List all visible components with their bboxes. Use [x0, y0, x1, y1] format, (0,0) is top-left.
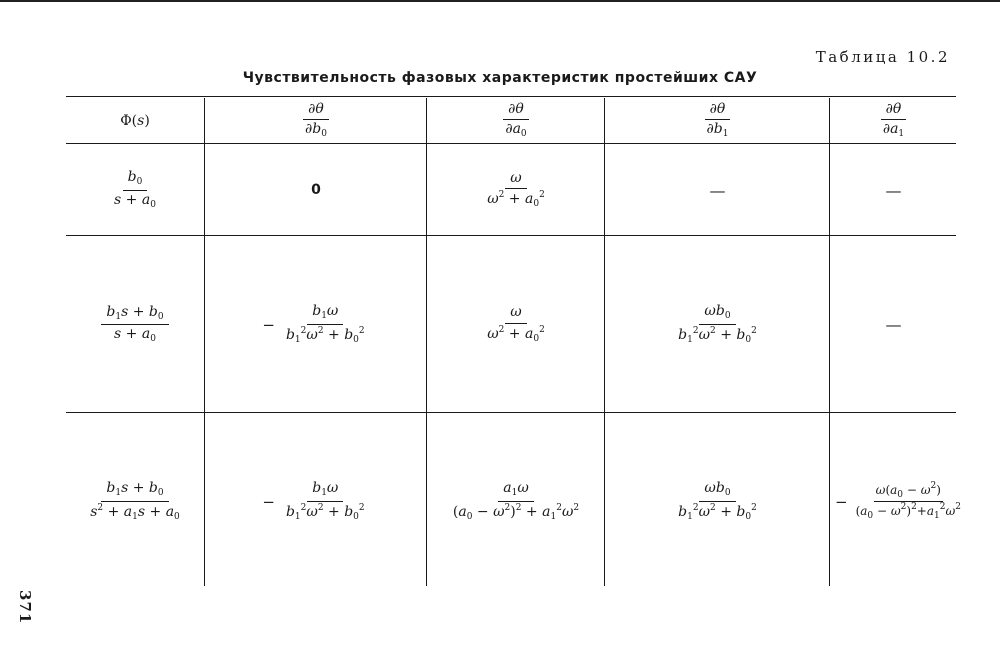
column-divider-2: [426, 98, 427, 586]
row-3-d-theta-d-a1: − $\frac{\omega(a_0 - \omega^2)}{(a_0 - \omega^2)^2+a_1^2\omega^2}$: [835, 480, 962, 521]
row-1-d-theta-d-b1: [606, 145, 829, 235]
header-transfer-function: Φ(s): [120, 112, 150, 129]
row-2-d-theta-d-b1: $\frac{\omega b_0}{b_1^2\omega^2 + b_0^2}$: [678, 303, 757, 345]
rule-under-header: [66, 143, 956, 144]
row-3-d-theta-d-a0: $\frac{a_1\omega}{(a_0 - \omega^2)^2 + a_1^2\omega^2}$: [452, 480, 580, 522]
column-divider-3: [604, 98, 605, 586]
header-d-theta-d-b1: $\frac{\partial\theta}{\partial b_1}$: [706, 100, 729, 140]
page-number: 371: [16, 590, 34, 625]
rule-top: [66, 96, 956, 97]
dash-value: —: [885, 180, 902, 200]
row-3-d-theta-d-b0: − $\frac{b_1\omega}{b_1^2\omega^2 + b_0^2}$: [262, 480, 365, 522]
header-d-theta-d-a1: $\frac{\partial\theta}{\partial a_1}$: [831, 98, 956, 143]
dash-value: —: [709, 180, 726, 200]
table-number: Таблица 10.2: [815, 48, 950, 66]
zero-value: 0: [311, 182, 321, 198]
row-2-d-theta-d-a0: $\frac{\omega}{\omega^2 + a_0^2}$: [487, 304, 545, 344]
row-2-d-theta-d-a1: [831, 237, 956, 412]
row-1-transfer-function: $\frac{b_0}{s + a_0}$: [114, 169, 156, 210]
dash-value: —: [885, 315, 902, 334]
column-divider-4: [829, 98, 830, 586]
row-3-transfer-function: $\frac{b_1s + b_0}{s^2 + a_1s + a_0}$: [90, 480, 180, 522]
header-d-theta-d-a0: $\frac{\partial\theta}{\partial a_0}$: [428, 98, 604, 143]
rule-row-2: [66, 412, 956, 413]
row-1-d-theta-d-a0: $\frac{\omega}{\omega^2 + a_0^2}$: [487, 169, 545, 210]
row-1-d-theta-d-b0: [206, 145, 426, 235]
top-border-line: [0, 0, 1000, 2]
table-title: Чувствительность фазовых характеристик простейших САУ: [242, 70, 758, 86]
row-2-transfer-function: $\frac{b_1s + b_0}{s + a_0}$: [66, 237, 204, 412]
rule-row-1: [66, 235, 956, 236]
row-1-d-theta-d-a1: [831, 145, 956, 235]
row-3-d-theta-d-b1: $\frac{\omega b_0}{b_1^2\omega^2 + b_0^2}$: [678, 480, 757, 522]
phi-symbol: Φ: [120, 112, 132, 129]
row-2-d-theta-d-b0: − $\frac{b_1\omega}{b_1^2\omega^2 + b_0^2}$: [262, 303, 365, 345]
header-d-theta-d-b0: $\frac{\partial\theta}{\partial b_0}$: [305, 100, 327, 140]
